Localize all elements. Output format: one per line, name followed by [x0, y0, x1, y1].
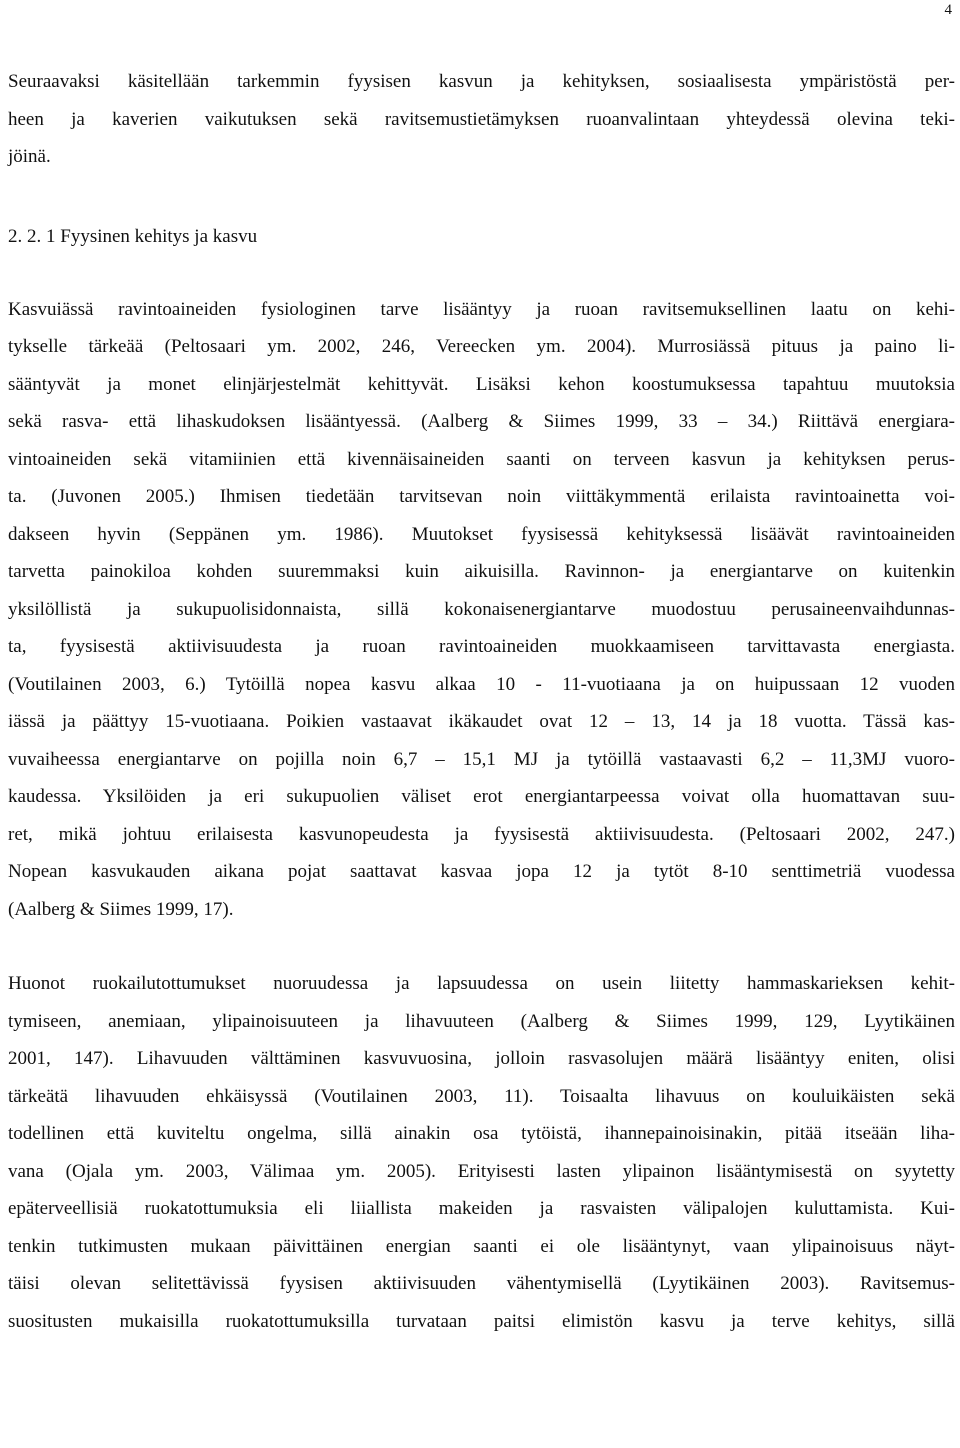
- text-line: sekä rasva- että lihaskudoksen lisääntyessä. (Aalberg & Siimes 1999, 33 – 34.) Riittävä energiara-: [8, 411, 955, 432]
- text-line: tarvetta painokiloa kohden suuremmaksi kuin aikuisilla. Ravinnon- ja energiantarve on kuitenkin: [8, 561, 955, 582]
- text-line: vintoaineiden sekä vitamiinien että kivennäisaineiden saanti on terveen kasvun ja kehityksen perus-: [8, 448, 955, 470]
- text-line: jöinä.: [8, 146, 51, 167]
- text-line: sääntyvät ja monet elinjärjestelmät kehittyvät. Lisäksi kehon koostumuksessa tapahtuu muutoksia: [8, 373, 955, 395]
- text-line: Kasvuiässä ravintoaineiden fysiologinen tarve lisääntyy ja ruoan ravitsemuksellinen laatu on kehi-: [8, 298, 955, 320]
- text-line: tenkin tutkimusten mukaan päivittäinen energian saanti ei ole lisääntynyt, vaan ylipainoisuus näyt-: [8, 1235, 955, 1257]
- text-line: vana (Ojala ym. 2003, Välimaa ym. 2005). Erityisesti lasten ylipainon lisääntymisestä on syytetty: [8, 1160, 955, 1182]
- text-line: tymiseen, anemiaan, ylipainoisuuteen ja lihavuuteen (Aalberg & Siimes 1999, 129, Lyytikäinen: [8, 1010, 955, 1032]
- text-line: suositusten mukaisilla ruokatottumuksilla turvataan paitsi elimistön kasvu ja terve kehitys, sillä: [8, 1310, 955, 1332]
- text-line: ta. (Juvonen 2005.) Ihmisen tiedetään tarvitsevan noin viittäkymmentä erilaista ravintoainetta voi-: [8, 486, 955, 507]
- text-line: (Voutilainen 2003, 6.) Tytöillä nopea kasvu alkaa 10 - 11-vuotiaana ja on huipussaan 12 vuoden: [8, 673, 955, 695]
- text-line: ret, mikä johtuu erilaisesta kasvunopeudesta ja fyysisestä aktiivisuudesta. (Peltosaari 2002, 247.): [8, 823, 955, 845]
- text-line: iässä ja päättyy 15-vuotiaana. Poikien vastaavat ikäkaudet ovat 12 – 13, 14 ja 18 vuotta. Tässä kas-: [8, 711, 955, 732]
- text-line: yksilöllistä ja sukupuolisidonnaista, sillä kokonaisenergiantarve muodostuu perusaineenvaihdunnas-: [8, 598, 955, 620]
- text-line: kaudessa. Yksilöiden ja eri sukupuolien väliset erot energiantarpeessa voivat olla huomattavan suu-: [8, 786, 955, 807]
- text-line: epäterveellisiä ruokatottumuksia eli liiallista makeiden ja rasvaisten välipalojen kuluttamista. Kui-: [8, 1198, 955, 1219]
- document-body: [8, 63, 955, 1340]
- text-line: täisi olevan selitettävissä fyysisen aktiivisuuden vähentymisellä (Lyytikäinen 2003). Ravitsemus-: [8, 1273, 955, 1294]
- text-line: 2001, 147). Lihavuuden välttäminen kasvuvuosina, jolloin rasvasolujen määrä lisääntyy eniten, olisi: [8, 1048, 955, 1069]
- second-paragraph: [8, 965, 955, 1340]
- text-line: (Aalberg & Siimes 1999, 17).: [8, 898, 234, 920]
- text-line: ta, fyysisestä aktiivisuudesta ja ruoan ravintoaineiden muokkaamiseen tarvittavasta energiasta.: [8, 636, 955, 657]
- text-line: heen ja kaverien vaikutuksen sekä ravitsemustietämyksen ruoanvalintaan yhteydessä olevina teki-: [8, 108, 955, 130]
- text-line: Nopean kasvukauden aikana pojat saattavat kasvaa jopa 12 ja tytöt 8-10 senttimetriä vuodessa: [8, 861, 955, 882]
- intro-paragraph: [8, 63, 955, 176]
- text-line: Seuraavaksi käsitellään tarkemmin fyysisen kasvun ja kehityksen, sosiaalisesta ympäristöstä per-: [8, 71, 955, 92]
- section-heading: 2. 2. 1 Fyysinen kehitys ja kasvu: [8, 225, 258, 247]
- text-line: tykselle tärkeää (Peltosaari ym. 2002, 246, Vereecken ym. 2004). Murrosiässä pituus ja paino li-: [8, 336, 955, 357]
- text-line: vuvaiheessa energiantarve on pojilla noin 6,7 – 15,1 MJ ja tytöillä vastaavasti 6,2 – 11,3MJ vuoro-: [8, 748, 955, 770]
- text-line: dakseen hyvin (Seppänen ym. 1986). Muutokset fyysisessä kehityksessä lisäävät ravintoaineiden: [8, 523, 955, 545]
- page-number: 4: [944, 2, 952, 18]
- section-paragraph: [8, 291, 955, 929]
- text-line: tärkeätä lihavuuden ehkäisyssä (Voutilainen 2003, 11). Toisaalta lihavuus on kouluikäisten sekä: [8, 1085, 955, 1107]
- text-line: todellinen että kuviteltu ongelma, sillä ainakin osa tytöistä, ihannepainoisinakin, pitää itseään liha-: [8, 1123, 955, 1144]
- text-line: Huonot ruokailutottumukset nuoruudessa ja lapsuudessa on usein liitetty hammaskarieksen kehit-: [8, 973, 955, 994]
